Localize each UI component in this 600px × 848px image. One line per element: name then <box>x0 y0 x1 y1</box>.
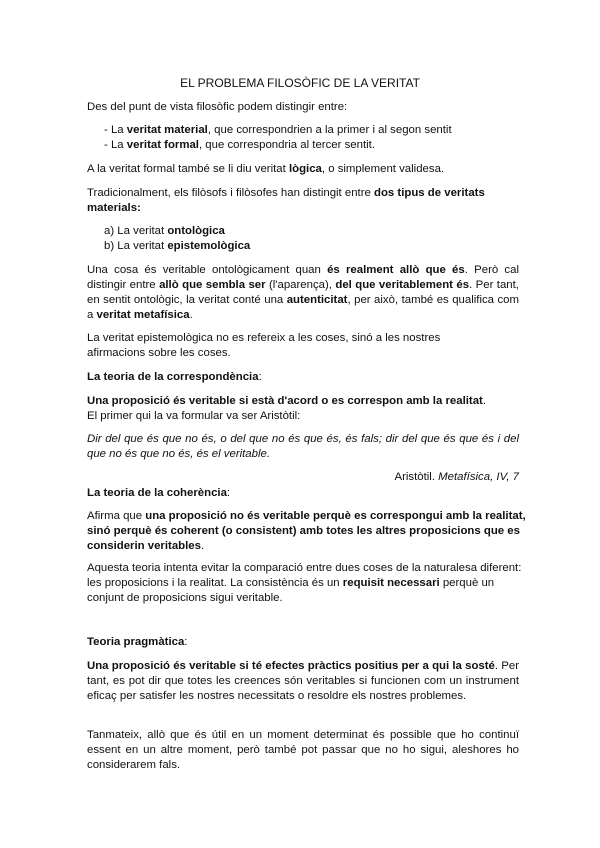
list-item-epistemological: b) La veritat epistemològica <box>104 240 251 252</box>
correspondence-definition: Una proposició és veritable si està d'acord o es correspon amb la realitat. El primer qui la va formular va ser Aristòtil: <box>87 395 486 422</box>
pragmatic-definition: Una proposició és veritable si té efectes pràctics positius per a qui la sosté. Per tant, es pot dir que totes les creences són veritables si funcionen com un instrument eficaç per satisfer les nostres necessitats o resoldre els nostres problemes. <box>87 660 519 702</box>
intro-paragraph: Des del punt de vista filosòfic podem distingir entre: <box>87 101 348 113</box>
page-title: EL PROBLEMA FILOSÒFIC DE LA VERITAT <box>180 76 420 90</box>
epistemological-paragraph: La veritat epistemològica no es refereix a les coses, sinó a les nostres afirmacions sobre les coses. <box>87 332 441 359</box>
list-item-ontological: a) La veritat ontològica <box>104 225 225 237</box>
pragmatic-heading: Teoria pragmàtica: <box>87 636 188 648</box>
ontological-paragraph: Una cosa és veritable ontològicament quan és realment allò que és. Però cal distingir entre allò que sembla ser (l'aparença), del que veritablement és. Per tant, en sentit ontològic, la veritat conté una autenticitat, per això, també es qualifica com a veritat metafísica. <box>87 264 519 321</box>
coherence-heading: La teoria de la coherència: <box>87 487 231 499</box>
correspondence-heading: La teoria de la correspondència: <box>87 371 262 383</box>
formal-note-paragraph: A la veritat formal també se li diu veritat lògica, o simplement validesa. <box>87 163 445 175</box>
pragmatic-caveat: Tanmateix, allò que és útil en un moment determinat és possible que ho continuï essent en un altre moment, però també pot passar que no ho sigui, aleshores ho considerarem fals. <box>87 729 519 771</box>
list-item-material: - La veritat material, que correspondrien a la primer i al segon sentit <box>104 124 452 136</box>
traditional-paragraph: Tradicionalment, els filòsofs i filòsofes han distingit entre dos tipus de veritats materials: <box>87 187 485 214</box>
quote-citation: Aristòtil. Metafísica, IV, 7 <box>394 471 519 483</box>
aristotle-quote: Dir del que és que no és, o del que no és que és, és fals; dir del que és que és i del que no és que no és, és el veritable. <box>87 433 519 460</box>
coherence-explanation: Aquesta teoria intenta evitar la comparació entre dues coses de la naturalesa diferent: les proposicions i la realitat. La consistència és un requisit necessari perquè un conjunt de proposicions sigui veritable. <box>87 562 522 604</box>
coherence-definition: Afirma que una proposició no és veritable perquè es correspongui amb la realitat, sinó perquè és coherent (o consistent) amb totes les altres proposicions que es considerin veritables. <box>87 510 526 552</box>
list-item-formal: - La veritat formal, que correspondria al tercer sentit. <box>104 139 375 151</box>
